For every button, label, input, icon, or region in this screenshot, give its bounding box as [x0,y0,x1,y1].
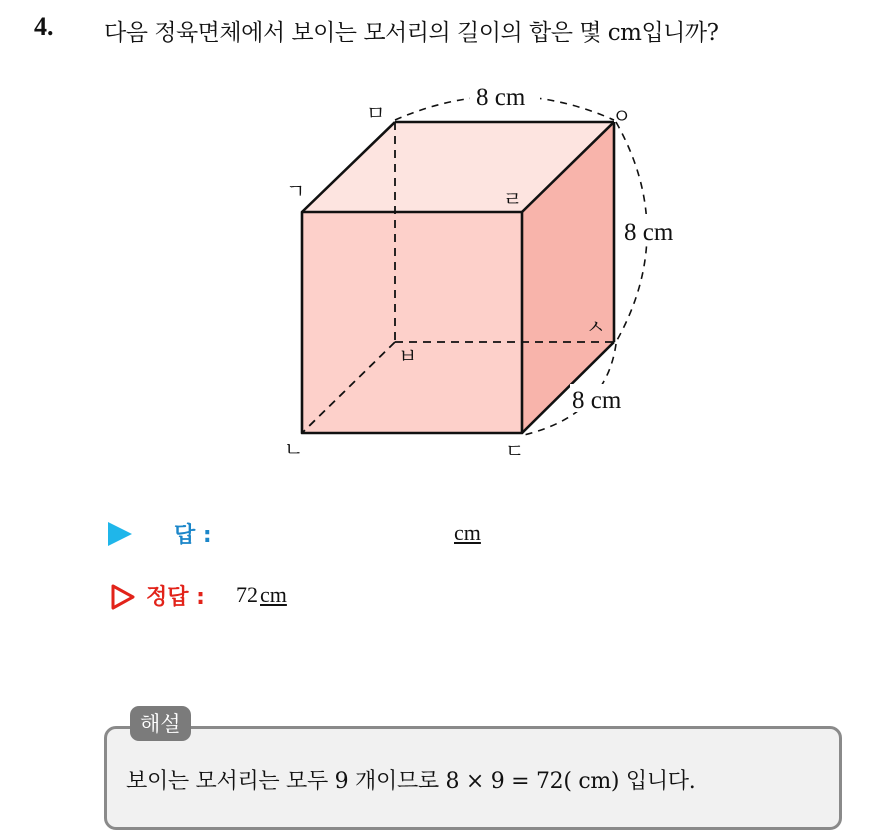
explanation-tag: 해설 [130,706,191,741]
depth-length-label: 8 cm [572,387,622,414]
outline-arrow-icon [110,584,136,610]
vertex-label-bottom-back-left: ㅂ [398,344,418,368]
front-face [302,212,522,433]
vertex-label-top-front-right: ㄹ [503,187,523,211]
vertex-label-bottom-front-right: ㄷ [505,439,525,463]
correct-value-group [236,582,287,608]
answer-row [108,516,528,550]
vertex-label-top-front-left: ㄱ [286,179,306,203]
correct-unit: cm [260,582,287,607]
vertex-label-bottom-front-left: ㄴ [284,437,304,461]
answer-unit: cm [454,520,481,545]
top-length-label: 8 cm [476,84,526,111]
question-text: 다음 정육면체에서 보이는 모서리의 길이의 합은 몇 cm입니까? [104,20,719,46]
answer-label: 답 : [174,523,212,548]
question-number: 4. [34,12,54,41]
right-length-label: 8 cm [624,219,674,246]
explanation-text: 보이는 모서리는 모두 9 개이므로 8 × 9 = 72( cm) 입니다. [126,769,696,794]
vertex-label-top-back-left: ㅁ [366,101,386,125]
play-arrow-icon [108,522,132,546]
vertex-label-top-back-right: ㅇ [612,104,632,128]
correct-label: 정답 : [146,585,205,610]
correct-value: 72 [236,582,258,607]
vertex-label-bottom-back-right: ㅅ [586,315,606,339]
correct-answer-row [108,578,528,614]
